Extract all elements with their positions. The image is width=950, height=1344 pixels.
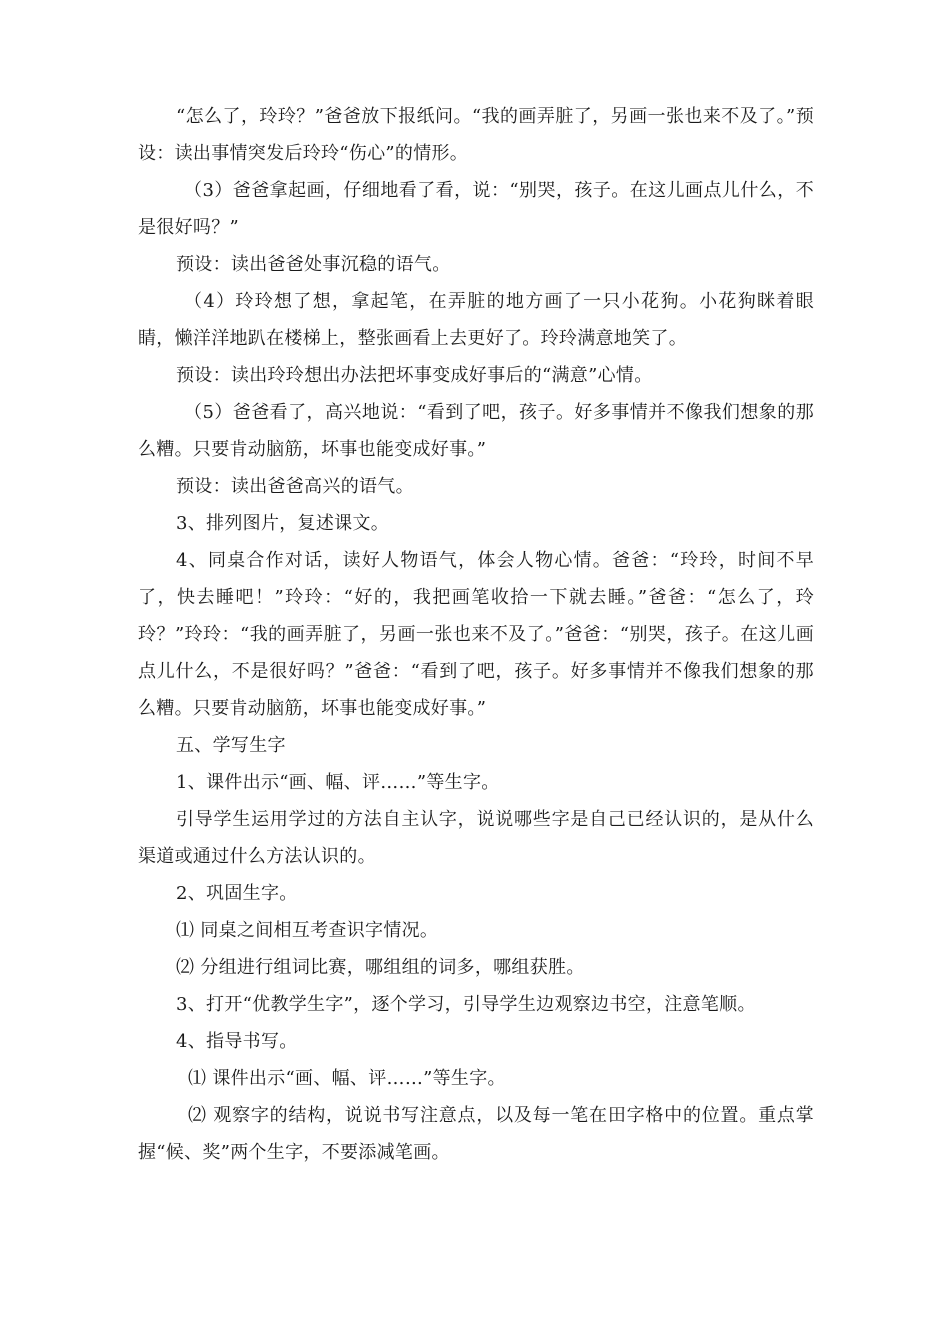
paragraph-preset-satisfied: 预设：读出玲玲想出办法把坏事变成好事后的“满意”心情。: [176, 365, 653, 386]
paragraph-step-5: （5）爸爸看了，高兴地说：“看到了吧，孩子。好多事情并不像我们想象的那么糟。只要肯动脑筋，坏事也能变成好事。”: [138, 402, 814, 460]
section-heading-write-characters: 五、学写生字: [176, 735, 286, 756]
paragraph-step-3: （3）爸爸拿起画，仔细地看了看，说：“别哭，孩子。在这儿画点儿什么，不是很好吗？”: [138, 180, 814, 238]
paragraph-sub-1-peer-check: ⑴ 同桌之间相互考查识字情况。: [176, 920, 439, 941]
paragraph-item-3-open-app: 3、打开“优教学生字”，逐个学习，引导学生边观察边书空，注意笔顺。: [176, 994, 756, 1015]
paragraph-preset-happy: 预设：读出爸爸高兴的语气。: [176, 476, 414, 497]
paragraph-guide-self-learning: 引导学生运用学过的方法自主认字，说说哪些字是自己已经认识的，是从什么渠道或通过什么方法认识的。: [138, 809, 814, 867]
document-body: [138, 98, 814, 1171]
paragraph-item-4-guide-writing: 4、指导书写。: [176, 1031, 298, 1052]
paragraph-step-4: （4）玲玲想了想，拿起笔，在弄脏的地方画了一只小花狗。小花狗眯着眼睛，懒洋洋地趴在楼梯上，整张画看上去更好了。玲玲满意地笑了。: [138, 291, 814, 349]
paragraph-item-1-show-characters: 1、课件出示“画、幅、评……”等生字。: [176, 772, 500, 793]
paragraph-preset-calm: 预设：读出爸爸处事沉稳的语气。: [176, 254, 451, 275]
paragraph-item-3-arrange: 3、排列图片，复述课文。: [176, 513, 390, 534]
paragraph-sub-2-observe-structure: ⑵ 观察字的结构，说说书写注意点，以及每一笔在田字格中的位置。重点掌握“候、奖”两个生字，不要添减笔画。: [138, 1105, 814, 1163]
paragraph-sub-2-word-contest: ⑵ 分组进行组词比赛，哪组组的词多，哪组获胜。: [176, 957, 585, 978]
paragraph-sub-1-show-characters: ⑴ 课件出示“画、幅、评……”等生字。: [188, 1068, 506, 1089]
paragraph-item-4-dialogue: 4、同桌合作对话，读好人物语气，体会人物心情。爸爸：“玲玲，时间不早了，快去睡吧！”玲玲：“好的，我把画笔收拾一下就去睡。”爸爸：“怎么了，玲玲？”玲玲：“我的画弄脏了，另画一张也来不及了。”爸爸：“别哭，孩子。在这儿画点儿什么，不是很好吗？”爸爸：“看到了吧，孩子。好多事情并不像我们想象的那么糟。只要肯动脑筋，坏事也能变成好事。”: [138, 550, 814, 719]
paragraph-item-2-consolidate: 2、巩固生字。: [176, 883, 298, 904]
paragraph-dialogue-ling-ling: “怎么了，玲玲？”爸爸放下报纸问。“我的画弄脏了，另画一张也来不及了。”预设：读出事情突发后玲玲“伤心”的情形。: [138, 106, 814, 164]
